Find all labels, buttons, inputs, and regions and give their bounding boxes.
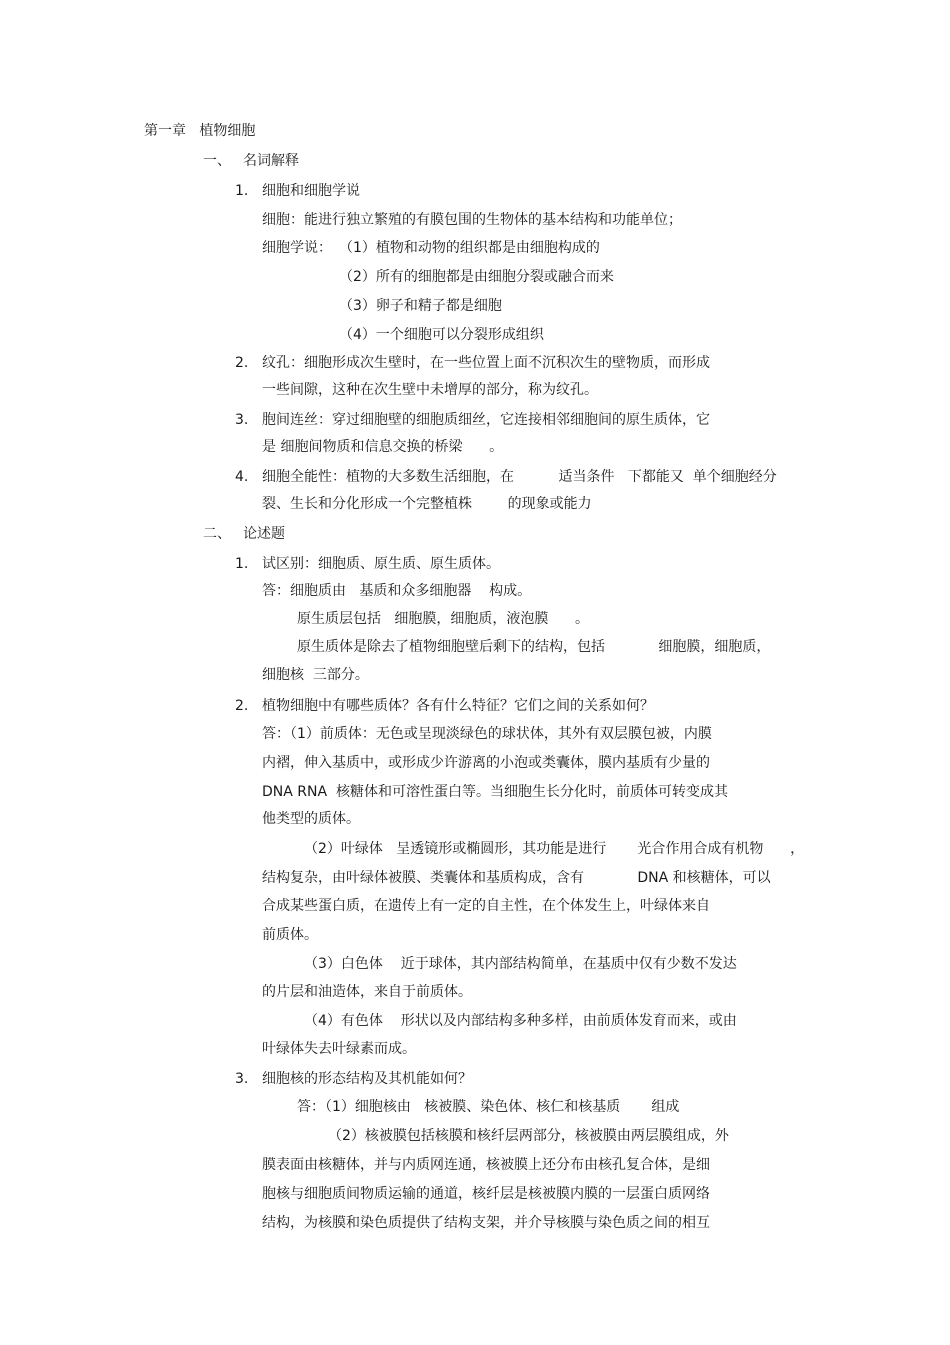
- q3-answer-line: 结构，为核膜和染色质提供了结构支架，并介导核膜与染色质之间的相互: [262, 1215, 710, 1231]
- item4-line: 细胞全能性：植物的大多数生活细胞，在 适当条件 下都能又 单个细胞经分: [262, 469, 777, 485]
- item4-line: 裂、生长和分化形成一个完整植株 的现象或能力: [262, 496, 592, 512]
- q2-question: 植物细胞中有哪些质体？各有什么特征？它们之间的关系如何？: [262, 698, 654, 714]
- q2-answer-line: （3）白色体 近于球体，其内部结构简单，在基质中仅有少数不发达: [304, 956, 737, 972]
- q2-answer-line: 叶绿体失去叶绿素而成。: [262, 1041, 416, 1057]
- q2-answer-line: 的片层和油造体，来自于前质体。: [262, 984, 472, 1000]
- q3-answer-line: （2）核被膜包括核膜和核纤层两部分，核被膜由两层膜组成，外: [328, 1128, 729, 1144]
- q1-answer-line: 答：细胞质由 基质和众多细胞器 构成。: [262, 583, 532, 599]
- q2-answer-line: DNA RNA 核糖体和可溶性蛋白等。当细胞生长分化时，前质体可转变成其: [262, 784, 728, 800]
- q3-question: 细胞核的形态结构及其机能如何？: [262, 1071, 472, 1087]
- q2-answer-line: 结构复杂，由叶绿体被膜、类囊体和基质构成，含有 DNA 和核糖体，可以: [262, 870, 771, 886]
- q1-answer-line: 原生质体是除去了植物细胞壁后剩下的结构，包括 细胞膜，细胞质，: [297, 639, 771, 655]
- item1-theory-label: 细胞学说：: [262, 240, 332, 256]
- item3-line: 胞间连丝：穿过细胞壁的细胞质细丝，它连接相邻细胞间的原生质体，它: [262, 412, 710, 428]
- item2-number: 2.: [235, 355, 249, 371]
- section1-number: 一、: [203, 153, 231, 169]
- item1-title: 细胞和细胞学说: [262, 183, 360, 199]
- q2-answer-line: 合成某些蛋白质，在遗传上有一定的自主性，在个体发生上，叶绿体来自: [262, 898, 710, 914]
- q3-number: 3.: [235, 1071, 249, 1087]
- q1-answer-line: 原生质层包括 细胞膜，细胞质，液泡膜 。: [297, 611, 590, 627]
- q1-number: 1.: [235, 556, 249, 572]
- q1-question: 试区别：细胞质、原生质、原生质体。: [262, 556, 500, 572]
- q3-answer-line: 膜表面由核糖体，并与内质网连通，核被膜上还分布由核孔复合体，是细: [262, 1157, 710, 1173]
- q2-answer-line: （2）叶绿体 呈透镜形或椭圆形，其功能是进行 光合作用合成有机物 ，: [304, 841, 805, 857]
- q2-answer-line: 前质体。: [262, 927, 318, 943]
- theory-point: （4）一个细胞可以分裂形成组织: [339, 327, 544, 343]
- q2-answer-line: 内褶，伸入基质中，或形成少许游离的小泡或类囊体，膜内基质有少量的: [262, 755, 710, 771]
- theory-point: （1）植物和动物的组织都是由细胞构成的: [339, 240, 600, 256]
- section2-number: 二、: [203, 526, 231, 542]
- item1-cell-definition: 细胞：能进行独立繁殖的有膜包围的生物体的基本结构和功能单位；: [262, 212, 682, 228]
- item3-line: 是 细胞间物质和信息交换的桥梁 。: [262, 439, 504, 455]
- theory-point: （2）所有的细胞都是由细胞分裂或融合而来: [339, 269, 614, 285]
- q3-answer-line: 答：（1）细胞核由 核被膜、染色体、核仁和核基质 组成: [297, 1099, 680, 1115]
- q1-answer-line: 细胞核 三部分。: [262, 667, 369, 683]
- q2-answer-line: （4）有色体 形状以及内部结构多种多样，由前质体发育而来，或由: [304, 1013, 737, 1029]
- item4-number: 4.: [235, 469, 249, 485]
- item2-line: 纹孔：细胞形成次生壁时，在一些位置上面不沉积次生的壁物质，而形成: [262, 355, 710, 371]
- q2-number: 2.: [235, 698, 249, 714]
- section1-title: 名词解释: [243, 153, 299, 169]
- chapter-title: 第一章 植物细胞: [144, 123, 256, 139]
- section2-title: 论述题: [243, 526, 285, 542]
- q3-answer-line: 胞核与细胞质间物质运输的通道，核纤层是核被膜内膜的一层蛋白质网络: [262, 1186, 710, 1202]
- item1-number: 1.: [235, 183, 249, 199]
- theory-point: （3）卵子和精子都是细胞: [339, 298, 502, 314]
- q2-answer-line: 答：（1）前质体：无色或呈现淡绿色的球状体，其外有双层膜包被，内膜: [262, 726, 712, 742]
- item3-number: 3.: [235, 412, 249, 428]
- q2-answer-line: 他类型的质体。: [262, 811, 360, 827]
- item2-line: 一些间隙，这种在次生壁中未增厚的部分，称为纹孔。: [262, 382, 598, 398]
